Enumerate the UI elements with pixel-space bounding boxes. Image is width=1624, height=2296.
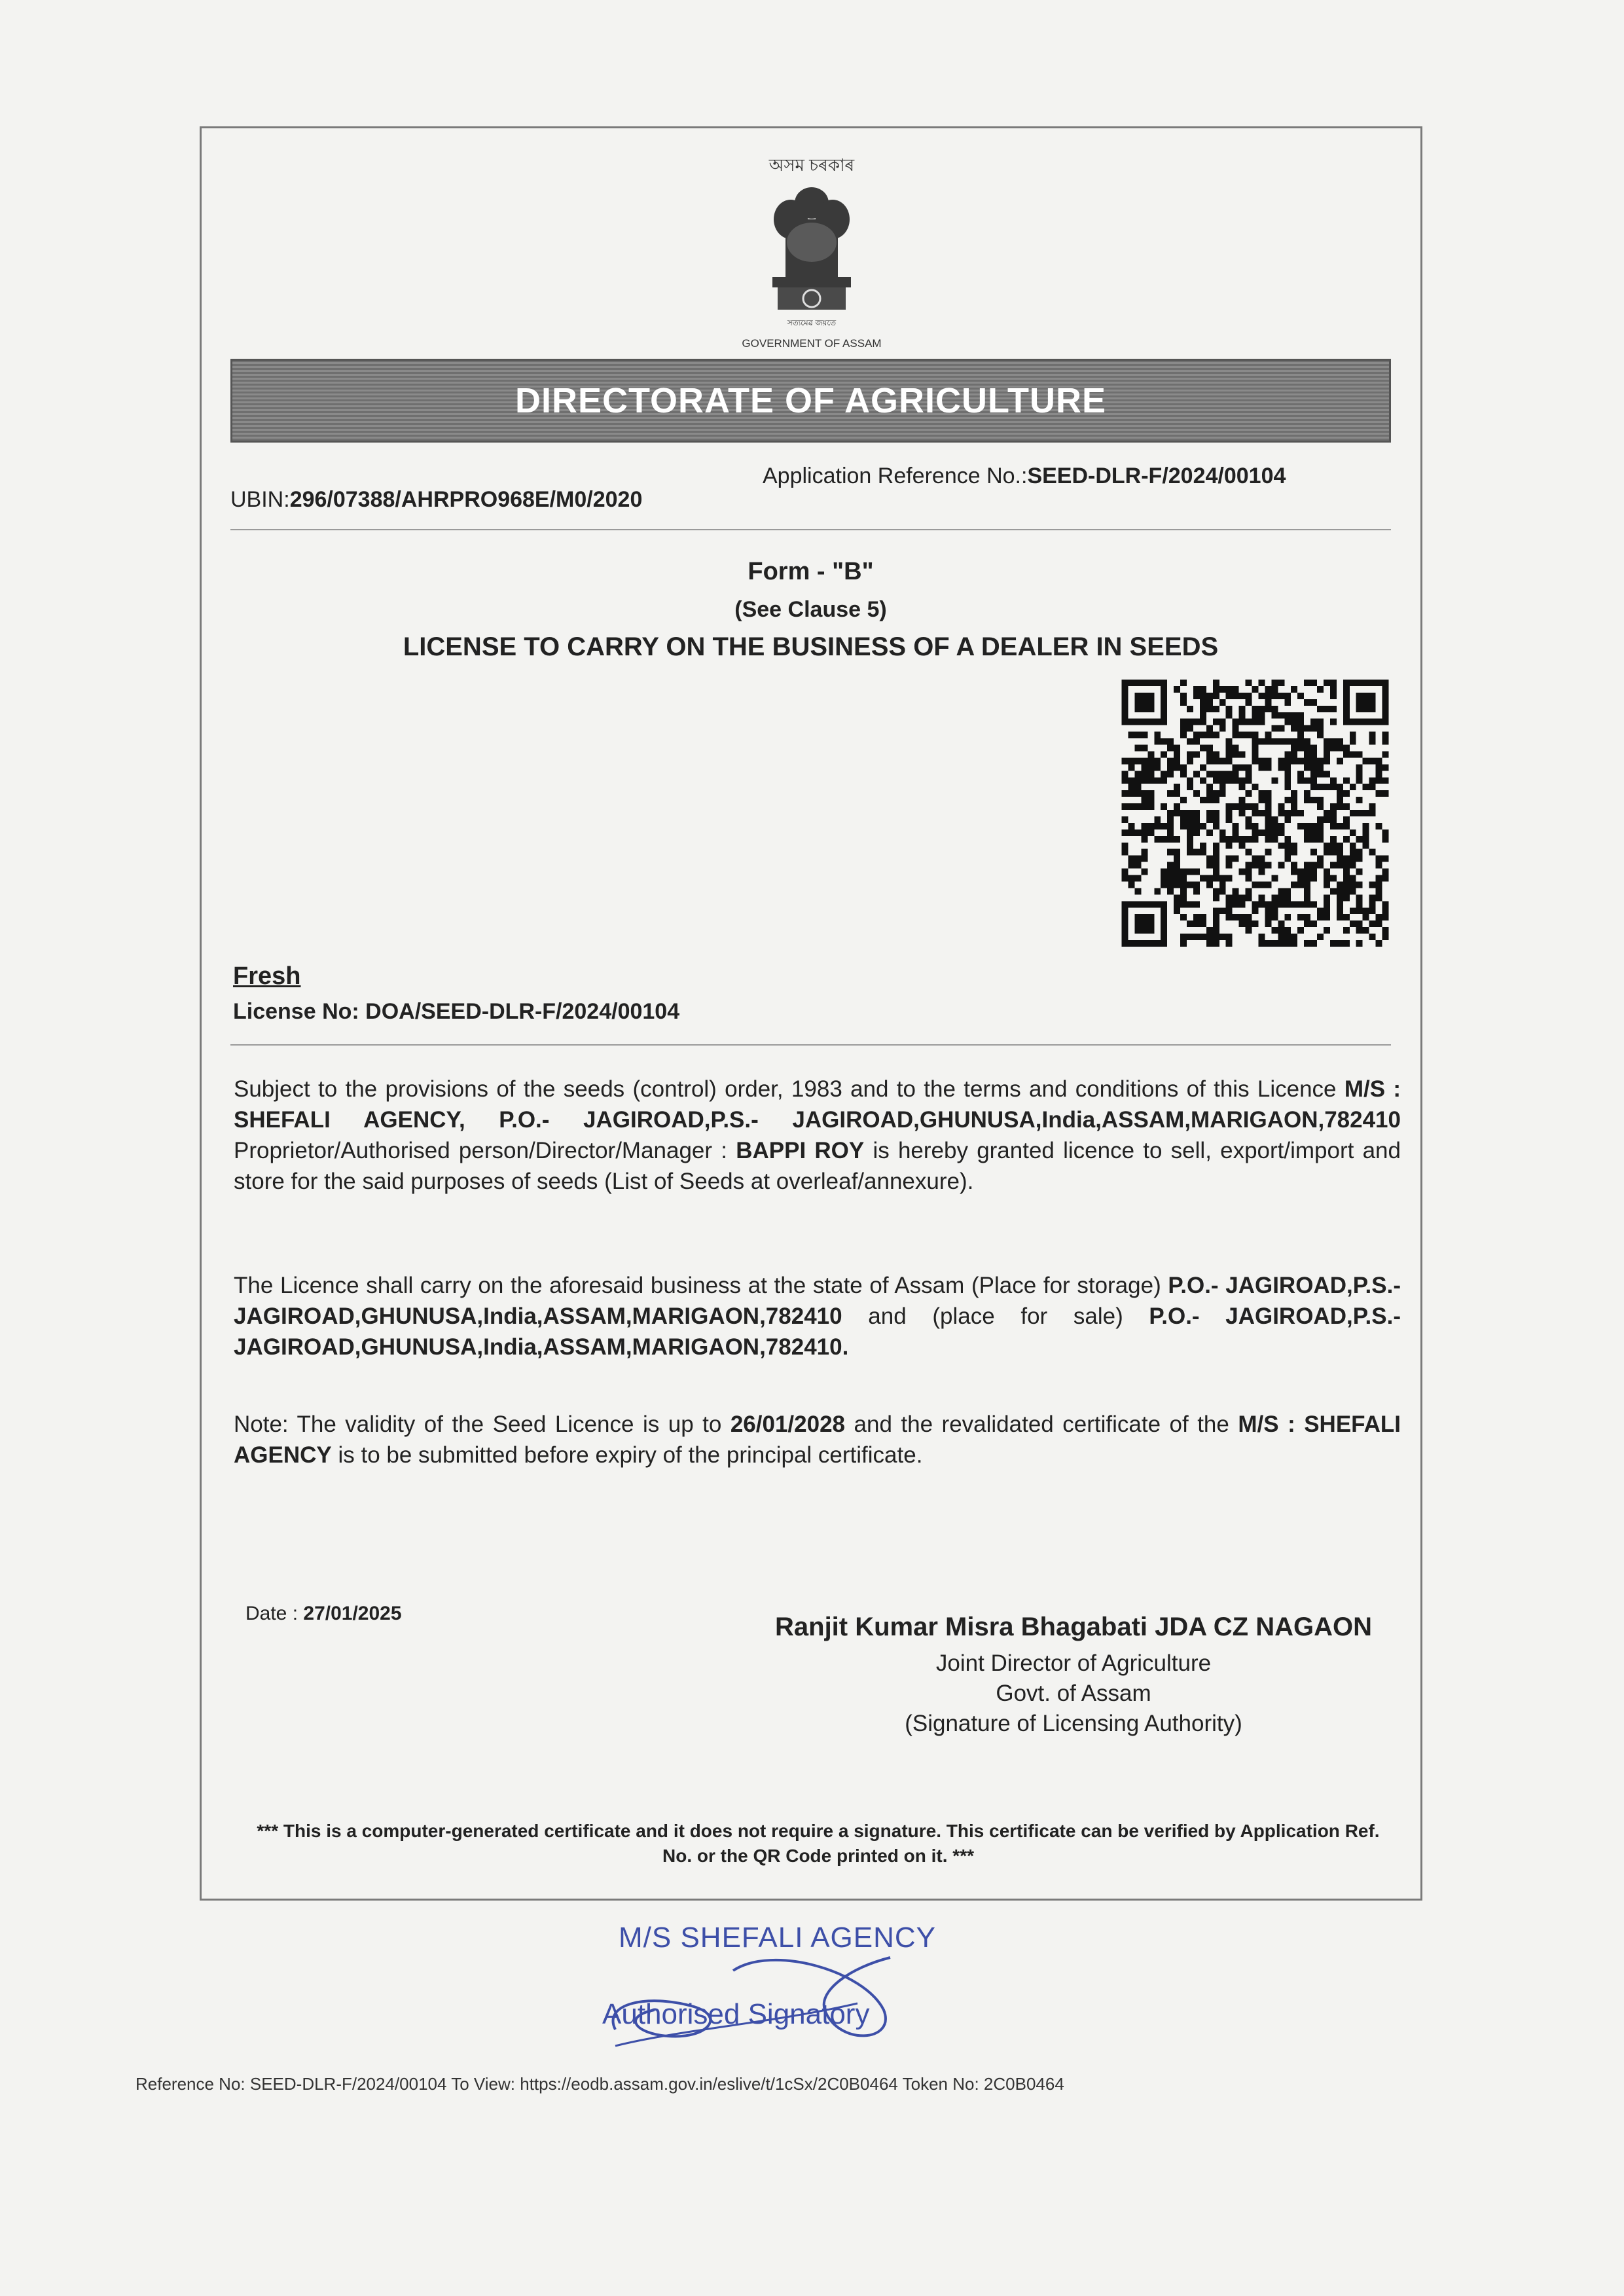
appref-label: Application Reference No.:	[763, 464, 1028, 488]
directorate-title: DIRECTORATE OF AGRICULTURE	[515, 381, 1106, 420]
govt-caption: GOVERNMENT OF ASSAM	[742, 337, 882, 350]
form-title: Form - "B"	[748, 558, 874, 585]
place-text-b: and (place for sale)	[868, 1303, 1123, 1329]
place-paragraph	[234, 1270, 1401, 1362]
ubin	[230, 487, 642, 513]
authority-designation: Joint Director of Agriculture	[935, 1650, 1212, 1676]
computer-generated-note: *** This is a computer-generated certificate and it does not require a signature. This certificate can be verified by Application Ref. No. or the QR Code printed on it. ***	[257, 1821, 1380, 1866]
grant-text-b: Proprietor/Authorised person/Director/Manager :	[234, 1138, 727, 1163]
note-text-c: is to be submitted before expiry of the principal certificate.	[338, 1442, 923, 1468]
govt-assamese-title: অসম চৰকাৰ	[768, 155, 855, 175]
sale-address: P.O.- JAGIROAD,P.S.- JAGIROAD,GHUNUSA,India,ASSAM,MARIGAON,782410.	[234, 1303, 1401, 1360]
stamp-authorised-signatory: Authorised Signatory	[602, 1998, 870, 2030]
divider-top	[230, 529, 1391, 530]
grant-text-a: Subject to the provisions of the seeds (control) order, 1983 and to the terms and conditions of this Licence	[234, 1076, 1337, 1102]
directorate-banner	[230, 359, 1391, 443]
application-reference	[763, 464, 1286, 489]
storage-address: P.O.- JAGIROAD,P.S.- JAGIROAD,GHUNUSA,India,ASSAM,MARIGAON,782410	[234, 1273, 1401, 1329]
date-value: 27/01/2025	[303, 1603, 402, 1624]
emblem-motto: সত্যমেৱ জয়তে	[787, 318, 837, 327]
licensee-person: BAPPI ROY	[736, 1138, 865, 1163]
qr-code	[1119, 680, 1391, 947]
stamp-agency-name: M/S SHEFALI AGENCY	[619, 1922, 937, 1954]
place-text-a: The Licence shall carry on the aforesaid business at the state of Assam (Place for storage)	[234, 1273, 1161, 1298]
validity-date: 26/01/2028	[730, 1412, 846, 1437]
appref-value: SEED-DLR-F/2024/00104	[1027, 464, 1286, 488]
bottom-reference: Reference No: SEED-DLR-F/2024/00104 To View: https://eodb.assam.gov.in/eslive/t/1cSx/2C0B0464 Token No: 2C0B0464	[135, 2074, 1064, 2094]
validity-note	[234, 1409, 1401, 1470]
license-type: Fresh	[233, 962, 301, 990]
state-emblem-icon	[759, 180, 864, 331]
authority-name: Ranjit Kumar Misra Bhagabati JDA CZ NAGAON	[775, 1613, 1372, 1641]
grant-paragraph	[234, 1074, 1401, 1197]
divider-middle	[230, 1044, 1391, 1046]
note-firm: M/S : SHEFALI AGENCY	[234, 1412, 1401, 1468]
grant-text-c: is hereby granted licence to sell, export/import and store for the said purposes of seeds (List of Seeds at overleaf/annexure).	[234, 1138, 1401, 1194]
licensee-firm: M/S : SHEFALI AGENCY, P.O.- JAGIROAD,P.S.- JAGIROAD,GHUNUSA,India,ASSAM,MARIGAON,782410	[234, 1076, 1401, 1133]
ubin-value: 296/07388/AHRPRO968E/M0/2020	[289, 487, 643, 512]
date-label: Date :	[245, 1603, 298, 1624]
authority-role: (Signature of Licensing Authority)	[905, 1711, 1242, 1736]
form-heading: LICENSE TO CARRY ON THE BUSINESS OF A DEALER IN SEEDS	[403, 632, 1219, 661]
ubin-label: UBIN:	[230, 487, 290, 512]
signature-block	[772, 1611, 1375, 1739]
form-clause: (See Clause 5)	[734, 597, 887, 622]
issue-date	[245, 1603, 402, 1625]
authority-govt: Govt. of Assam	[996, 1681, 1151, 1706]
note-text-b: and the revalidated certificate of the	[854, 1412, 1229, 1437]
note-text-a: Note: The validity of the Seed Licence is up to	[234, 1412, 722, 1437]
license-number: License No: DOA/SEED-DLR-F/2024/00104	[233, 999, 680, 1024]
